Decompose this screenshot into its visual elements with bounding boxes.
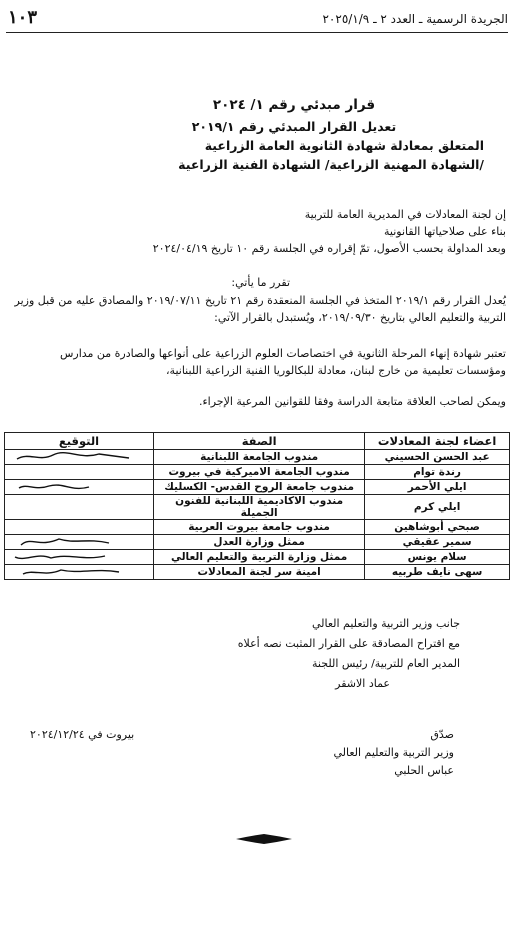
approval-line-3: المدير العام للتربية/ رئيس اللجنة	[312, 657, 460, 670]
member-role: مندوب الجامعة اللبنانية	[154, 450, 365, 465]
committee-row	[5, 565, 510, 580]
member-role: مندوب جامعة الروح القدس- الكسليك	[154, 480, 365, 495]
minister-title: وزير التربية والتعليم العالي	[333, 746, 454, 759]
committee-row	[5, 450, 510, 465]
approval-line-1: جانب وزير التربية والتعليم العالي	[311, 617, 460, 630]
member-signature-cell	[5, 535, 154, 550]
handwritten-signature-icon	[9, 550, 149, 564]
member-signature-cell	[5, 465, 154, 480]
member-signature-cell	[5, 480, 154, 495]
ratification-block	[294, 726, 454, 780]
decision-title: قرار مبدئي رقم ١/ ٢٠٢٤	[212, 97, 376, 113]
handwritten-signature-icon	[9, 480, 149, 494]
decides-label: تقرر ما يأتي:	[231, 276, 290, 289]
approval-line-2: مع اقتراح المصادقة على القرار المثبت نصه أعلاه	[237, 637, 460, 650]
handwritten-signature-icon	[9, 450, 149, 464]
member-name: صبحي أبوشاهين	[365, 520, 510, 535]
committee-row	[5, 480, 510, 495]
committee-row	[5, 535, 510, 550]
members-header: اعضاء لجنة المعادلات	[365, 433, 510, 450]
article-2: تعتبر شهادة إنهاء المرحلة الثانوية في اختصاصات العلوم الزراعية على أنواعها والصادرة من مدارس ومؤسسات تعليمية من خارج لبنان، معادلة للبكالوريا الفنية الزراعية اللبنانية،	[59, 347, 506, 377]
decision-titles	[104, 96, 484, 174]
ratified-label: صدّق	[430, 728, 454, 741]
handwritten-signature-icon	[9, 565, 149, 579]
intro-block	[10, 206, 506, 257]
committee-row	[5, 495, 510, 520]
subject-title: المتعلق بمعادلة شهادة الثانوية العامة الزراعية	[204, 138, 484, 153]
member-signature-cell	[5, 520, 154, 535]
member-name: عبد الحسن الحسيني	[365, 450, 510, 465]
member-role: مندوب الاكاديمية اللبنانية للفنون الجميلة	[154, 495, 365, 520]
member-signature-cell	[5, 550, 154, 565]
member-signature-cell	[5, 565, 154, 580]
approval-line-4: عماد الاشقر	[335, 677, 390, 690]
member-name: سهى نايف طربيه	[365, 565, 510, 580]
committee-row	[5, 465, 510, 480]
article-1: يُعدل القرار رقم ٢٠١٩/١ المتخذ في الجلسة المنعقدة رقم ٢١ تاريخ ٢٠١٩/٠٧/١١ والمصادق عليه من قبل وزير التربية والتعليم العالي بتاريخ ٢٠١٩/٠٩/٣٠، ويُستبدل بالقرار الآتي:	[14, 294, 506, 324]
member-role: ممثل وزارة العدل	[154, 535, 365, 550]
place-date: بيروت في ٢٠٢٤/١٢/٢٤	[30, 728, 135, 741]
member-name: رندة توام	[365, 465, 510, 480]
committee-table	[4, 432, 510, 580]
member-name: ايلي كرم	[365, 495, 510, 520]
gazette-header	[6, 6, 508, 33]
member-signature-cell	[5, 495, 154, 520]
signature-header: التوقيع	[5, 433, 154, 450]
member-role: مندوب الجامعة الاميركية في بيروت	[154, 465, 365, 480]
member-signature-cell	[5, 450, 154, 465]
member-role: ممثل وزارة التربية والتعليم العالي	[154, 550, 365, 565]
page-number: ١٠٣	[8, 7, 38, 28]
intro-line-2: بناء على صلاحياتها القانونية	[384, 225, 506, 238]
committee-header-row	[5, 433, 510, 450]
member-name: ايلي الأحمر	[365, 480, 510, 495]
gazette-issue-info: الجريدة الرسمية ـ العدد ٢ ـ ٢٠٢٥/١/٩	[322, 12, 508, 26]
committee-row	[5, 550, 510, 565]
member-role: امينة سر لجنة المعادلات	[154, 565, 365, 580]
member-name: سمير عقيقي	[365, 535, 510, 550]
member-role: مندوب جامعة بيروت العربية	[154, 520, 365, 535]
minister-name: عباس الحلبي	[394, 764, 454, 777]
end-ornament-icon	[236, 832, 292, 846]
approval-block	[40, 614, 460, 694]
intro-line-1: إن لجنة المعادلات في المديرية العامة للتربية	[304, 208, 506, 221]
role-header: الصفة	[154, 433, 365, 450]
member-name: سلام يونس	[365, 550, 510, 565]
amendment-title: تعديل القرار المبدئي رقم ٢٠١٩/١	[191, 119, 397, 134]
committee-row	[5, 520, 510, 535]
committee-rows	[5, 450, 510, 580]
intro-line-3: وبعد المداولة بحسب الأصول، تمّ إقراره في الجلسة رقم ١٠ تاريخ ٢٠٢٤/٠٤/١٩	[152, 242, 506, 255]
handwritten-signature-icon	[9, 535, 149, 549]
article-3: ويمكن لصاحب العلاقة متابعة الدراسة وفقا للقوانين المرعية الإجراء.	[198, 395, 506, 408]
subject-title-2: /الشهادة المهنية الزراعية/ الشهادة الفنية الزراعية	[178, 157, 484, 172]
